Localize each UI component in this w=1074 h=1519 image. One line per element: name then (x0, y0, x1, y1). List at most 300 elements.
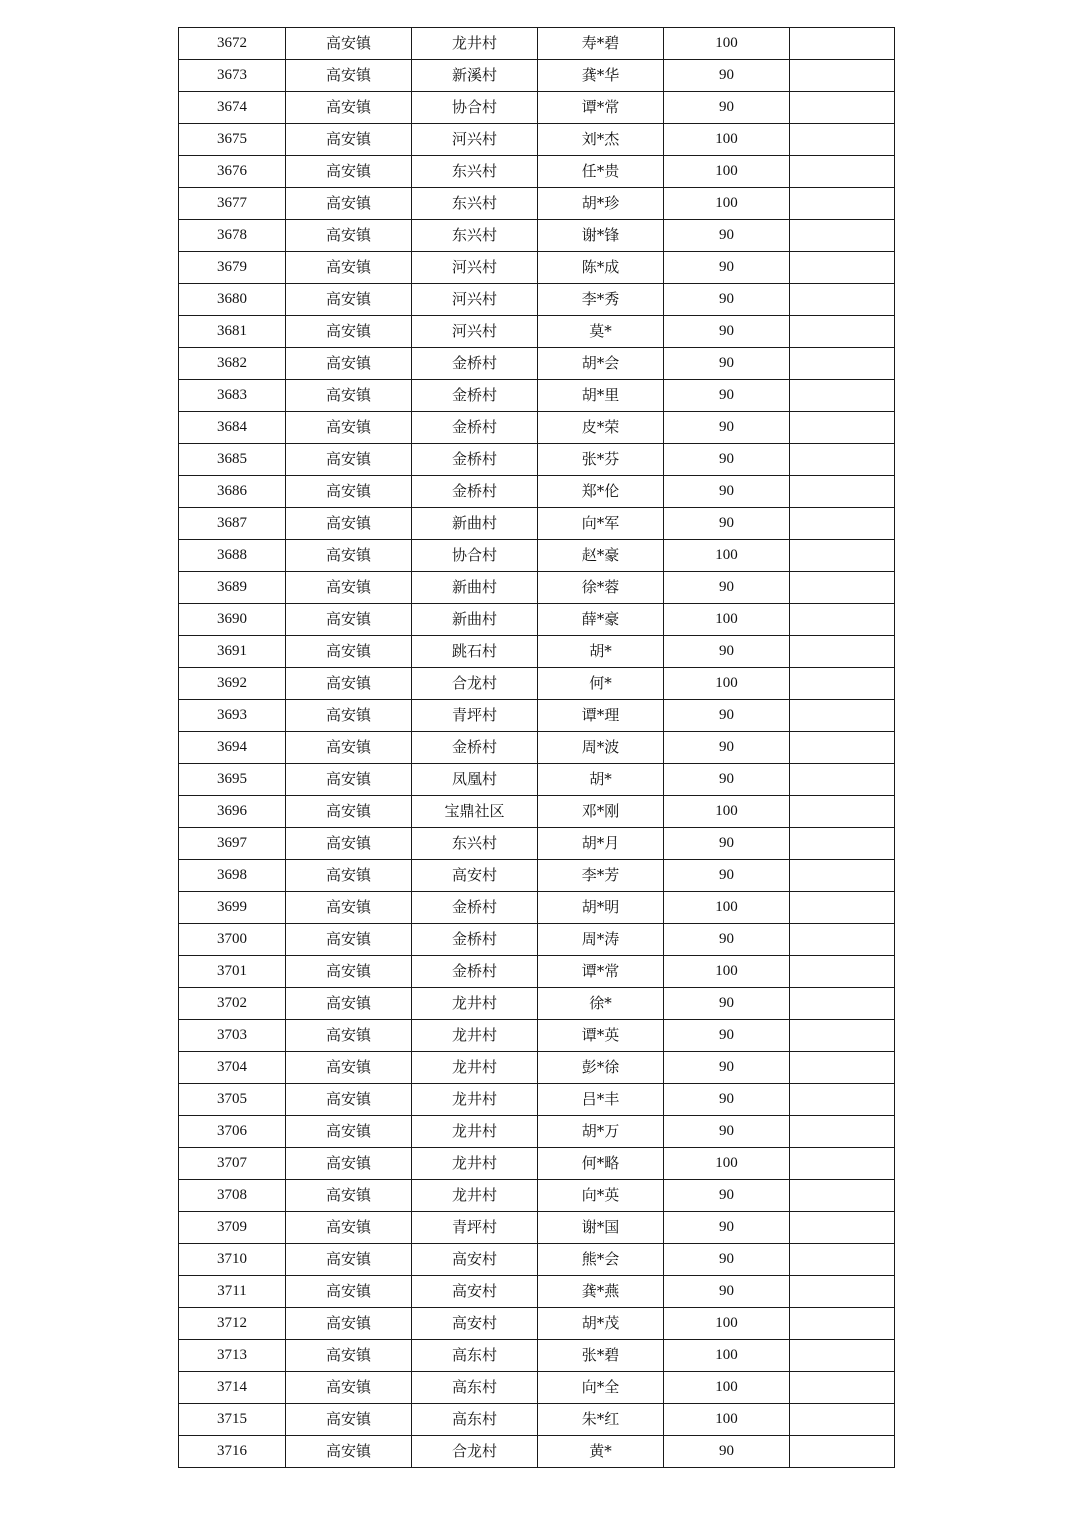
village-cell: 高东村 (412, 1340, 538, 1372)
note-cell (790, 316, 895, 348)
person-name-cell: 周*涛 (538, 924, 664, 956)
town-cell: 高安镇 (286, 92, 412, 124)
town-cell: 高安镇 (286, 380, 412, 412)
note-cell (790, 1084, 895, 1116)
note-cell (790, 604, 895, 636)
person-name-cell: 谭*理 (538, 700, 664, 732)
village-cell: 东兴村 (412, 220, 538, 252)
amount-cell: 90 (664, 60, 790, 92)
amount-cell: 90 (664, 412, 790, 444)
table-row (179, 892, 895, 924)
village-cell: 河兴村 (412, 252, 538, 284)
table-row (179, 444, 895, 476)
seq-cell: 3711 (179, 1276, 286, 1308)
seq-cell: 3707 (179, 1148, 286, 1180)
seq-cell: 3675 (179, 124, 286, 156)
village-cell: 金桥村 (412, 412, 538, 444)
seq-cell: 3686 (179, 476, 286, 508)
village-cell: 青坪村 (412, 1212, 538, 1244)
amount-cell: 90 (664, 252, 790, 284)
note-cell (790, 892, 895, 924)
amount-cell: 90 (664, 476, 790, 508)
village-cell: 东兴村 (412, 828, 538, 860)
seq-cell: 3704 (179, 1052, 286, 1084)
person-name-cell: 李*秀 (538, 284, 664, 316)
seq-cell: 3691 (179, 636, 286, 668)
village-cell: 高安村 (412, 1308, 538, 1340)
village-cell: 合龙村 (412, 668, 538, 700)
seq-cell: 3687 (179, 508, 286, 540)
village-cell: 龙井村 (412, 1148, 538, 1180)
table-row (179, 764, 895, 796)
amount-cell: 90 (664, 348, 790, 380)
town-cell: 高安镇 (286, 924, 412, 956)
note-cell (790, 1340, 895, 1372)
table-row (179, 220, 895, 252)
town-cell: 高安镇 (286, 636, 412, 668)
note-cell (790, 476, 895, 508)
note-cell (790, 1020, 895, 1052)
village-cell: 龙井村 (412, 1020, 538, 1052)
table-row (179, 572, 895, 604)
village-cell: 金桥村 (412, 892, 538, 924)
village-cell: 新曲村 (412, 572, 538, 604)
note-cell (790, 1372, 895, 1404)
amount-cell: 90 (664, 1244, 790, 1276)
person-name-cell: 谭*常 (538, 956, 664, 988)
amount-cell: 90 (664, 284, 790, 316)
village-cell: 高东村 (412, 1404, 538, 1436)
amount-cell: 90 (664, 444, 790, 476)
roster-sheet (178, 27, 894, 1468)
town-cell: 高安镇 (286, 604, 412, 636)
table-row (179, 540, 895, 572)
amount-cell: 90 (664, 1116, 790, 1148)
village-cell: 龙井村 (412, 1084, 538, 1116)
town-cell: 高安镇 (286, 764, 412, 796)
town-cell: 高安镇 (286, 220, 412, 252)
village-cell: 合龙村 (412, 1436, 538, 1468)
seq-cell: 3705 (179, 1084, 286, 1116)
seq-cell: 3716 (179, 1436, 286, 1468)
note-cell (790, 444, 895, 476)
town-cell: 高安镇 (286, 1180, 412, 1212)
village-cell: 新曲村 (412, 604, 538, 636)
village-cell: 河兴村 (412, 316, 538, 348)
town-cell: 高安镇 (286, 988, 412, 1020)
village-cell: 东兴村 (412, 156, 538, 188)
person-name-cell: 徐*蓉 (538, 572, 664, 604)
note-cell (790, 1244, 895, 1276)
note-cell (790, 1212, 895, 1244)
note-cell (790, 1052, 895, 1084)
note-cell (790, 28, 895, 60)
town-cell: 高安镇 (286, 508, 412, 540)
person-name-cell: 郑*伦 (538, 476, 664, 508)
seq-cell: 3677 (179, 188, 286, 220)
village-cell: 高安村 (412, 1244, 538, 1276)
table-row (179, 412, 895, 444)
town-cell: 高安镇 (286, 1276, 412, 1308)
village-cell: 金桥村 (412, 348, 538, 380)
person-name-cell: 胡*珍 (538, 188, 664, 220)
table-row (179, 28, 895, 60)
seq-cell: 3690 (179, 604, 286, 636)
person-name-cell: 向*全 (538, 1372, 664, 1404)
seq-cell: 3696 (179, 796, 286, 828)
amount-cell: 100 (664, 892, 790, 924)
amount-cell: 90 (664, 924, 790, 956)
seq-cell: 3699 (179, 892, 286, 924)
note-cell (790, 284, 895, 316)
village-cell: 龙井村 (412, 1180, 538, 1212)
amount-cell: 90 (664, 380, 790, 412)
note-cell (790, 1404, 895, 1436)
note-cell (790, 732, 895, 764)
table-row (179, 988, 895, 1020)
seq-cell: 3694 (179, 732, 286, 764)
village-cell: 金桥村 (412, 380, 538, 412)
note-cell (790, 1180, 895, 1212)
amount-cell: 90 (664, 220, 790, 252)
table-row (179, 1372, 895, 1404)
person-name-cell: 谭*英 (538, 1020, 664, 1052)
note-cell (790, 220, 895, 252)
table-row (179, 1052, 895, 1084)
seq-cell: 3688 (179, 540, 286, 572)
person-name-cell: 谭*常 (538, 92, 664, 124)
note-cell (790, 1116, 895, 1148)
note-cell (790, 860, 895, 892)
table-row (179, 284, 895, 316)
note-cell (790, 1148, 895, 1180)
town-cell: 高安镇 (286, 732, 412, 764)
town-cell: 高安镇 (286, 348, 412, 380)
amount-cell: 100 (664, 124, 790, 156)
town-cell: 高安镇 (286, 700, 412, 732)
village-cell: 河兴村 (412, 284, 538, 316)
village-cell: 协合村 (412, 92, 538, 124)
village-cell: 龙井村 (412, 1052, 538, 1084)
amount-cell: 100 (664, 28, 790, 60)
amount-cell: 90 (664, 764, 790, 796)
person-name-cell: 张*芬 (538, 444, 664, 476)
table-row (179, 1180, 895, 1212)
seq-cell: 3701 (179, 956, 286, 988)
table-row (179, 316, 895, 348)
seq-cell: 3714 (179, 1372, 286, 1404)
seq-cell: 3680 (179, 284, 286, 316)
roster-table (178, 27, 895, 1468)
person-name-cell: 周*波 (538, 732, 664, 764)
town-cell: 高安镇 (286, 1308, 412, 1340)
seq-cell: 3700 (179, 924, 286, 956)
town-cell: 高安镇 (286, 1212, 412, 1244)
village-cell: 宝鼎社区 (412, 796, 538, 828)
seq-cell: 3710 (179, 1244, 286, 1276)
village-cell: 龙井村 (412, 28, 538, 60)
amount-cell: 100 (664, 668, 790, 700)
note-cell (790, 508, 895, 540)
town-cell: 高安镇 (286, 1404, 412, 1436)
table-row (179, 1116, 895, 1148)
amount-cell: 90 (664, 572, 790, 604)
seq-cell: 3683 (179, 380, 286, 412)
town-cell: 高安镇 (286, 1244, 412, 1276)
town-cell: 高安镇 (286, 476, 412, 508)
table-row (179, 348, 895, 380)
person-name-cell: 刘*杰 (538, 124, 664, 156)
person-name-cell: 向*英 (538, 1180, 664, 1212)
town-cell: 高安镇 (286, 956, 412, 988)
note-cell (790, 796, 895, 828)
seq-cell: 3695 (179, 764, 286, 796)
town-cell: 高安镇 (286, 572, 412, 604)
note-cell (790, 636, 895, 668)
person-name-cell: 胡* (538, 764, 664, 796)
table-row (179, 1084, 895, 1116)
note-cell (790, 348, 895, 380)
village-cell: 新溪村 (412, 60, 538, 92)
table-row (179, 1148, 895, 1180)
person-name-cell: 吕*丰 (538, 1084, 664, 1116)
table-row (179, 1212, 895, 1244)
town-cell: 高安镇 (286, 284, 412, 316)
person-name-cell: 龚*燕 (538, 1276, 664, 1308)
village-cell: 龙井村 (412, 988, 538, 1020)
seq-cell: 3676 (179, 156, 286, 188)
table-row (179, 60, 895, 92)
person-name-cell: 邓*刚 (538, 796, 664, 828)
seq-cell: 3713 (179, 1340, 286, 1372)
town-cell: 高安镇 (286, 828, 412, 860)
amount-cell: 90 (664, 1084, 790, 1116)
village-cell: 金桥村 (412, 476, 538, 508)
person-name-cell: 向*军 (538, 508, 664, 540)
person-name-cell: 徐* (538, 988, 664, 1020)
note-cell (790, 1308, 895, 1340)
note-cell (790, 124, 895, 156)
person-name-cell: 陈*成 (538, 252, 664, 284)
town-cell: 高安镇 (286, 860, 412, 892)
town-cell: 高安镇 (286, 124, 412, 156)
person-name-cell: 谢*锋 (538, 220, 664, 252)
village-cell: 金桥村 (412, 444, 538, 476)
seq-cell: 3709 (179, 1212, 286, 1244)
seq-cell: 3715 (179, 1404, 286, 1436)
village-cell: 跳石村 (412, 636, 538, 668)
table-row (179, 380, 895, 412)
village-cell: 金桥村 (412, 732, 538, 764)
amount-cell: 90 (664, 828, 790, 860)
village-cell: 龙井村 (412, 1116, 538, 1148)
person-name-cell: 彭*徐 (538, 1052, 664, 1084)
note-cell (790, 1276, 895, 1308)
town-cell: 高安镇 (286, 540, 412, 572)
village-cell: 河兴村 (412, 124, 538, 156)
town-cell: 高安镇 (286, 1116, 412, 1148)
amount-cell: 100 (664, 604, 790, 636)
note-cell (790, 572, 895, 604)
town-cell: 高安镇 (286, 796, 412, 828)
person-name-cell: 谢*国 (538, 1212, 664, 1244)
person-name-cell: 赵*豪 (538, 540, 664, 572)
person-name-cell: 胡*会 (538, 348, 664, 380)
town-cell: 高安镇 (286, 1372, 412, 1404)
seq-cell: 3693 (179, 700, 286, 732)
seq-cell: 3708 (179, 1180, 286, 1212)
village-cell: 青坪村 (412, 700, 538, 732)
person-name-cell: 黄* (538, 1436, 664, 1468)
seq-cell: 3698 (179, 860, 286, 892)
note-cell (790, 92, 895, 124)
note-cell (790, 668, 895, 700)
seq-cell: 3712 (179, 1308, 286, 1340)
person-name-cell: 何*略 (538, 1148, 664, 1180)
amount-cell: 90 (664, 988, 790, 1020)
table-row (179, 188, 895, 220)
town-cell: 高安镇 (286, 1052, 412, 1084)
village-cell: 金桥村 (412, 924, 538, 956)
amount-cell: 90 (664, 636, 790, 668)
amount-cell: 100 (664, 540, 790, 572)
note-cell (790, 188, 895, 220)
town-cell: 高安镇 (286, 444, 412, 476)
seq-cell: 3684 (179, 412, 286, 444)
town-cell: 高安镇 (286, 316, 412, 348)
town-cell: 高安镇 (286, 28, 412, 60)
table-row (179, 732, 895, 764)
table-row (179, 956, 895, 988)
amount-cell: 100 (664, 1148, 790, 1180)
seq-cell: 3689 (179, 572, 286, 604)
person-name-cell: 何* (538, 668, 664, 700)
seq-cell: 3681 (179, 316, 286, 348)
amount-cell: 100 (664, 1372, 790, 1404)
table-row (179, 700, 895, 732)
person-name-cell: 朱*红 (538, 1404, 664, 1436)
village-cell: 高安村 (412, 860, 538, 892)
village-cell: 协合村 (412, 540, 538, 572)
amount-cell: 100 (664, 1404, 790, 1436)
village-cell: 东兴村 (412, 188, 538, 220)
table-row (179, 1404, 895, 1436)
table-row (179, 668, 895, 700)
note-cell (790, 60, 895, 92)
note-cell (790, 540, 895, 572)
village-cell: 高东村 (412, 1372, 538, 1404)
table-row (179, 796, 895, 828)
amount-cell: 90 (664, 1052, 790, 1084)
village-cell: 新曲村 (412, 508, 538, 540)
amount-cell: 90 (664, 1436, 790, 1468)
table-row (179, 1340, 895, 1372)
amount-cell: 90 (664, 732, 790, 764)
person-name-cell: 李*芳 (538, 860, 664, 892)
seq-cell: 3682 (179, 348, 286, 380)
village-cell: 凤凰村 (412, 764, 538, 796)
amount-cell: 90 (664, 92, 790, 124)
note-cell (790, 988, 895, 1020)
person-name-cell: 胡*万 (538, 1116, 664, 1148)
seq-cell: 3678 (179, 220, 286, 252)
note-cell (790, 1436, 895, 1468)
note-cell (790, 412, 895, 444)
note-cell (790, 700, 895, 732)
person-name-cell: 胡*茂 (538, 1308, 664, 1340)
amount-cell: 90 (664, 1212, 790, 1244)
note-cell (790, 156, 895, 188)
table-row (179, 604, 895, 636)
person-name-cell: 任*贵 (538, 156, 664, 188)
town-cell: 高安镇 (286, 60, 412, 92)
town-cell: 高安镇 (286, 668, 412, 700)
table-row (179, 124, 895, 156)
person-name-cell: 皮*荣 (538, 412, 664, 444)
table-row (179, 1244, 895, 1276)
table-row (179, 476, 895, 508)
village-cell: 高安村 (412, 1276, 538, 1308)
amount-cell: 100 (664, 796, 790, 828)
person-name-cell: 张*碧 (538, 1340, 664, 1372)
person-name-cell: 莫* (538, 316, 664, 348)
seq-cell: 3706 (179, 1116, 286, 1148)
seq-cell: 3692 (179, 668, 286, 700)
amount-cell: 90 (664, 700, 790, 732)
table-row (179, 1276, 895, 1308)
table-row (179, 1308, 895, 1340)
town-cell: 高安镇 (286, 1148, 412, 1180)
person-name-cell: 胡*里 (538, 380, 664, 412)
note-cell (790, 828, 895, 860)
table-row (179, 1020, 895, 1052)
town-cell: 高安镇 (286, 156, 412, 188)
table-row (179, 156, 895, 188)
note-cell (790, 924, 895, 956)
roster-table-body (179, 28, 895, 1468)
person-name-cell: 薛*豪 (538, 604, 664, 636)
amount-cell: 90 (664, 316, 790, 348)
person-name-cell: 胡*月 (538, 828, 664, 860)
person-name-cell: 熊*会 (538, 1244, 664, 1276)
table-row (179, 252, 895, 284)
amount-cell: 100 (664, 1340, 790, 1372)
town-cell: 高安镇 (286, 188, 412, 220)
seq-cell: 3697 (179, 828, 286, 860)
town-cell: 高安镇 (286, 1340, 412, 1372)
seq-cell: 3679 (179, 252, 286, 284)
seq-cell: 3702 (179, 988, 286, 1020)
town-cell: 高安镇 (286, 892, 412, 924)
person-name-cell: 寿*碧 (538, 28, 664, 60)
amount-cell: 90 (664, 1020, 790, 1052)
table-row (179, 508, 895, 540)
person-name-cell: 龚*华 (538, 60, 664, 92)
table-row (179, 636, 895, 668)
amount-cell: 100 (664, 188, 790, 220)
seq-cell: 3674 (179, 92, 286, 124)
seq-cell: 3703 (179, 1020, 286, 1052)
table-row (179, 860, 895, 892)
amount-cell: 90 (664, 1180, 790, 1212)
table-row (179, 828, 895, 860)
note-cell (790, 956, 895, 988)
seq-cell: 3685 (179, 444, 286, 476)
amount-cell: 90 (664, 1276, 790, 1308)
town-cell: 高安镇 (286, 1436, 412, 1468)
amount-cell: 100 (664, 956, 790, 988)
seq-cell: 3673 (179, 60, 286, 92)
